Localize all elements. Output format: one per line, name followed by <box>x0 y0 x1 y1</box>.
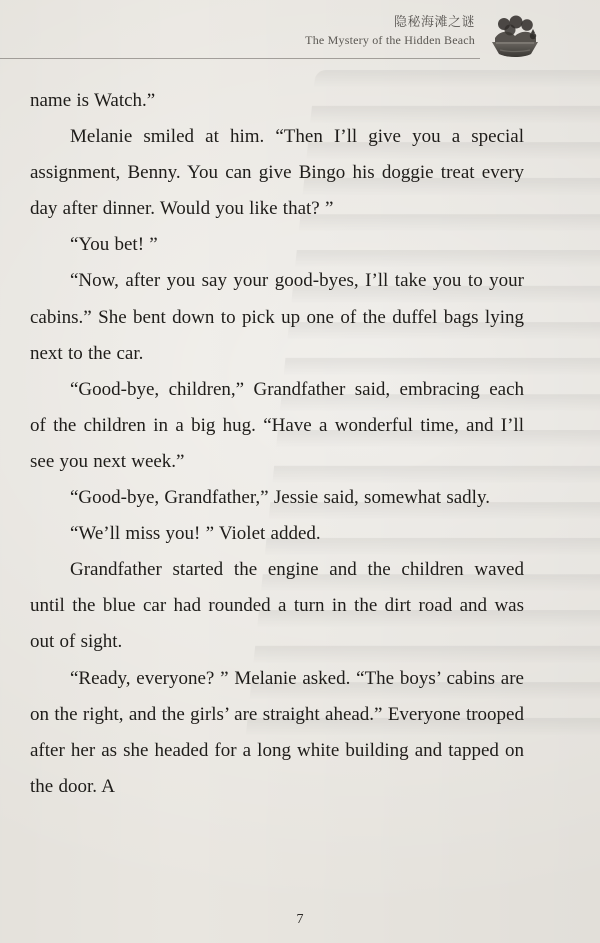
running-title-chinese: 隐秘海滩之谜 <box>393 15 475 30</box>
page-body-text <box>30 83 524 805</box>
header-rule <box>0 58 480 59</box>
paragraph-8: Grandfather started the engine and the children waved until the blue car had rounded a turn in the dirt road and was out of sight. <box>30 559 524 653</box>
page-number: 7 <box>296 912 304 927</box>
boat-with-children-illustration-icon <box>488 10 542 60</box>
paragraph-4: “Now, after you say your good-byes, I’ll take you to your cabins.” She bent down to pick up one of the duffel bags lying next to the car. <box>30 270 524 364</box>
paragraph-3: “You bet! ” <box>70 234 158 256</box>
paragraph-5: “Good-bye, children,” Grandfather said, embracing each of the children in a big hug. “Have a wonderful time, and I’ll see you next week.” <box>30 378 524 472</box>
running-title <box>305 16 475 48</box>
paragraph-6: “Good-bye, Grandfather,” Jessie said, somewhat sadly. <box>70 487 490 509</box>
paragraph-7: “We’ll miss you! ” Violet added. <box>70 523 321 545</box>
paragraph-1: name is Watch.” <box>30 90 156 111</box>
paragraph-2: Melanie smiled at him. “Then I’ll give you a special assignment, Benny. You can give Bingo his doggie treat every day after dinner. Would you like that? ” <box>30 126 524 220</box>
running-header <box>0 0 600 80</box>
paragraph-9: “Ready, everyone? ” Melanie asked. “The boys’ cabins are on the right, and the girls’ are straight ahead.” Everyone trooped after her as she headed for a long white building and tapped on the door. A <box>30 667 524 797</box>
running-title-english: The Mystery of the Hidden Beach <box>305 32 475 47</box>
